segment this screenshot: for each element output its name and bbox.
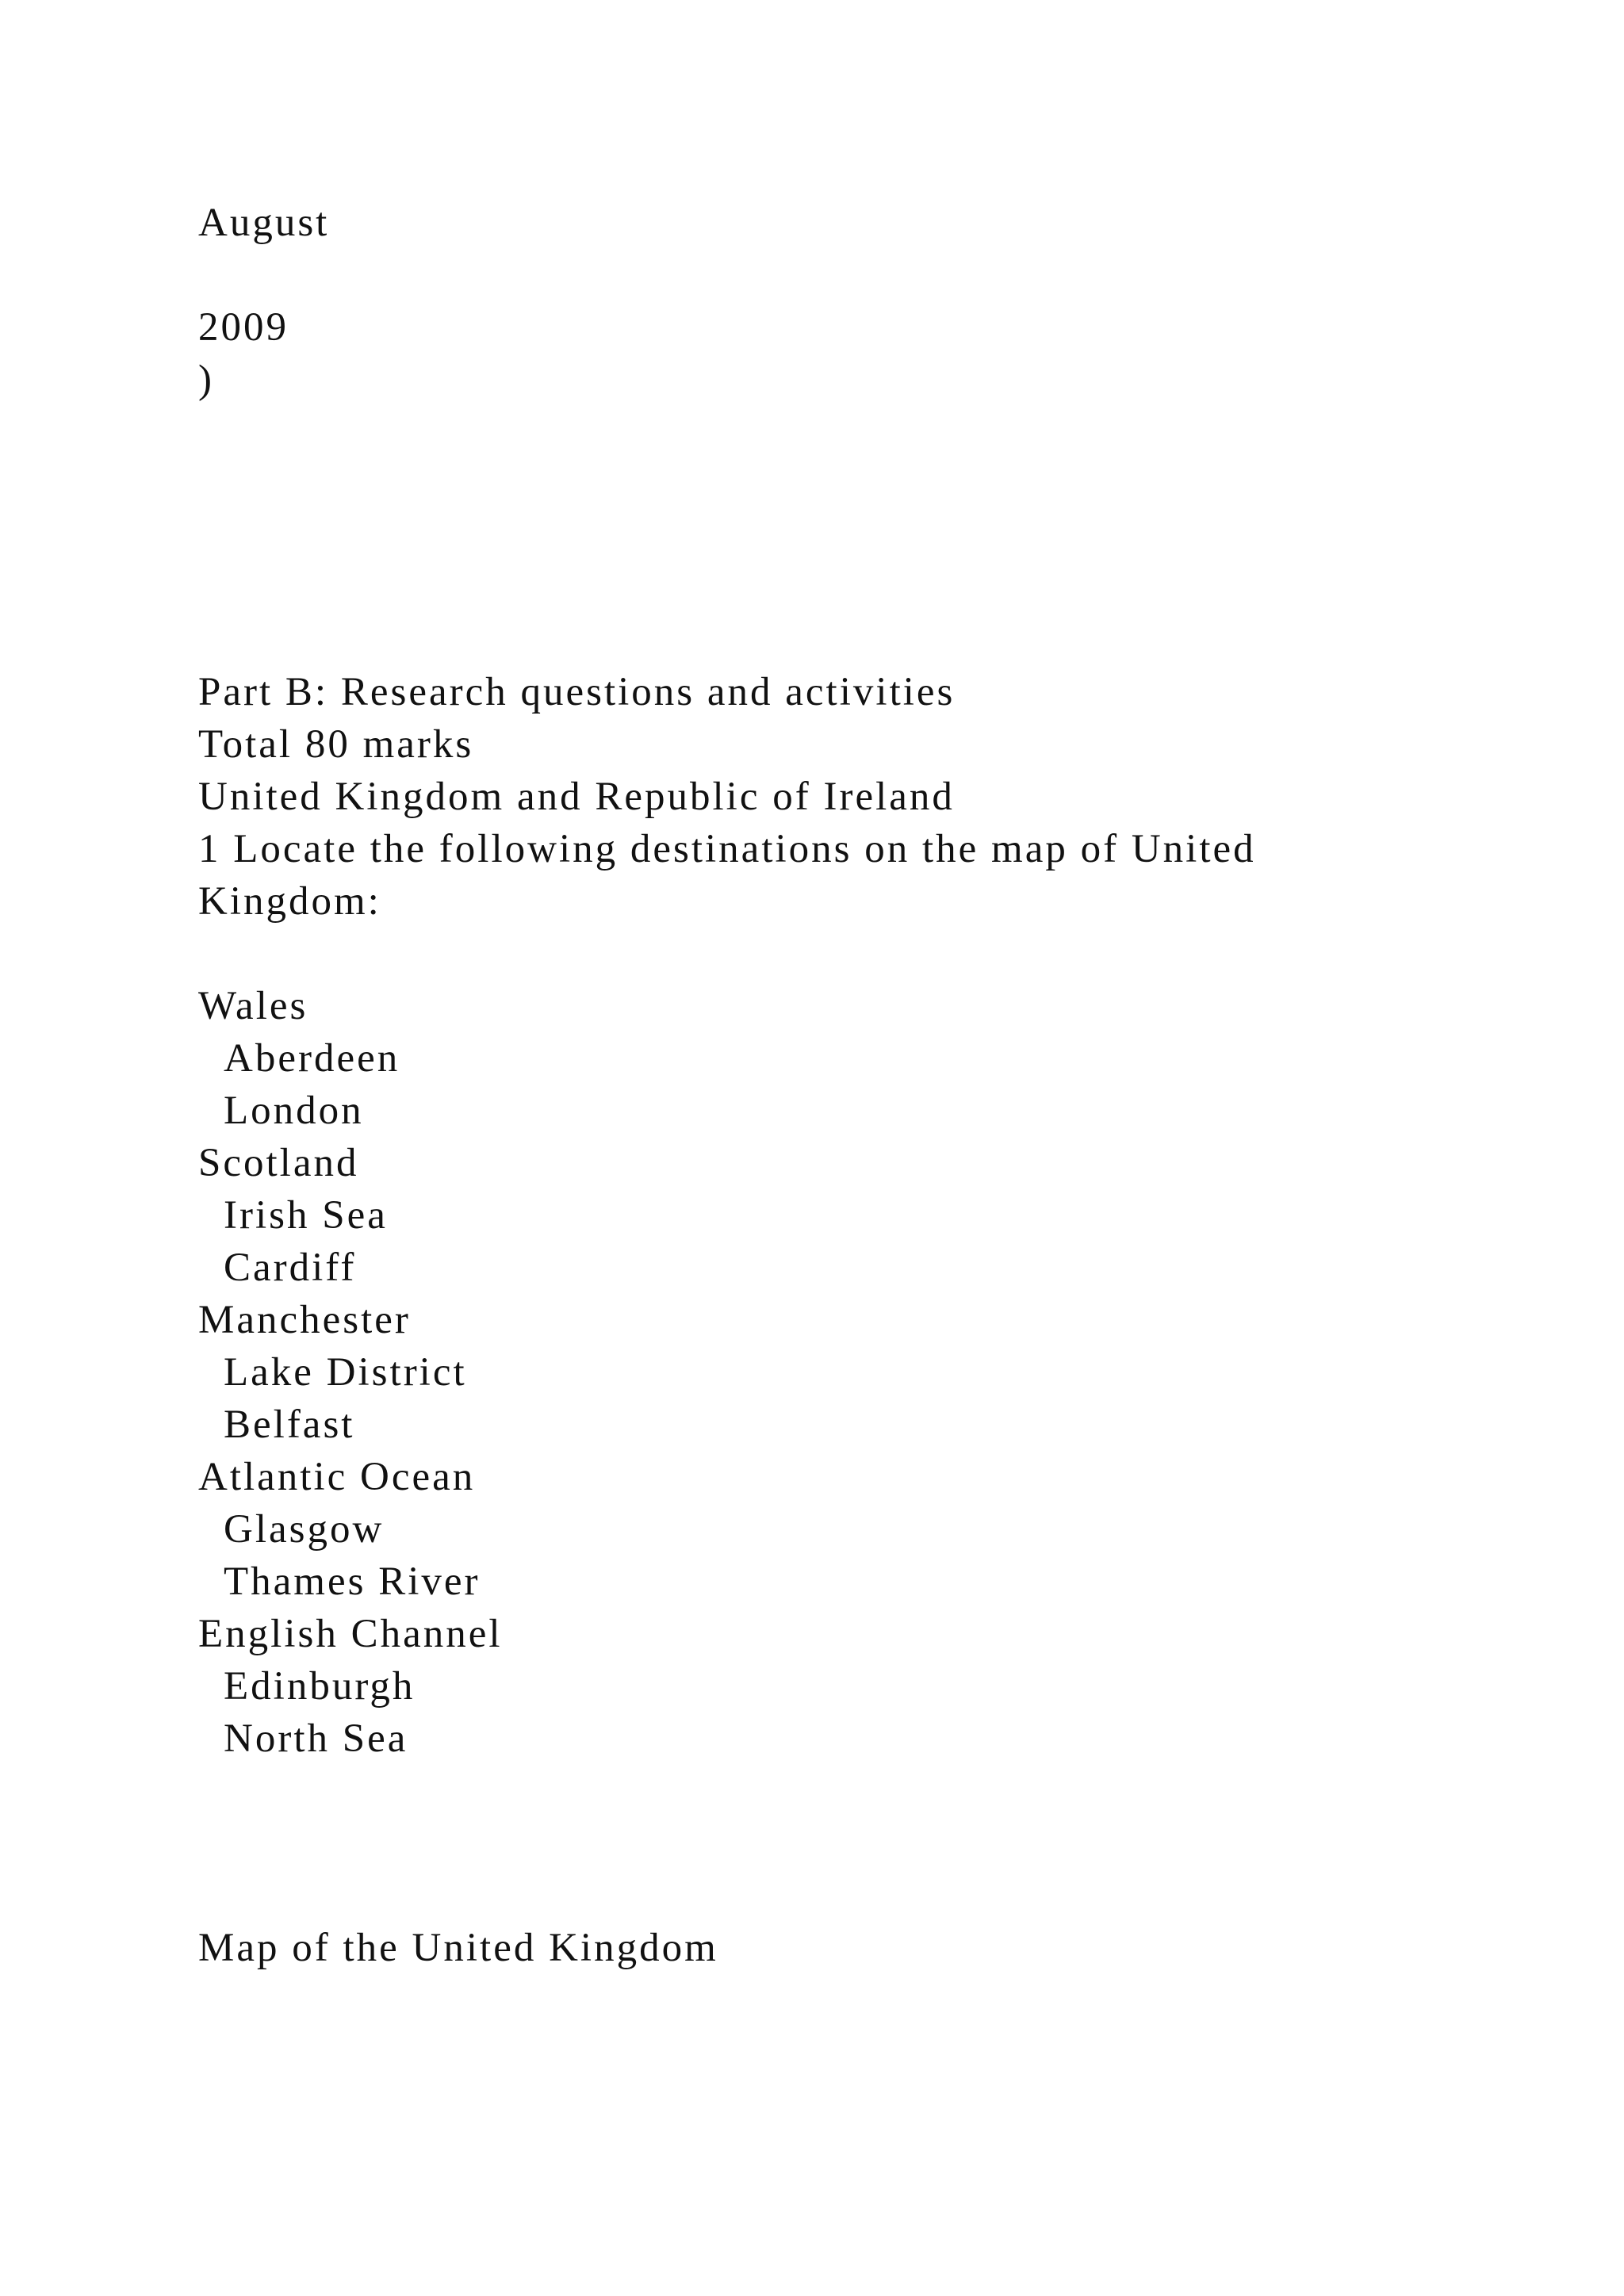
- part-heading: Part B: Research questions and activities: [198, 670, 956, 714]
- list-item: Aberdeen: [224, 1036, 400, 1081]
- header-month: August: [198, 201, 330, 245]
- list-item: Scotland: [198, 1141, 359, 1185]
- list-item: Edinburgh: [224, 1664, 416, 1709]
- list-item: Atlantic Ocean: [198, 1455, 476, 1499]
- question-text-line1: 1 Locate the following destinations on the map of United: [198, 827, 1256, 871]
- list-item: Irish Sea: [224, 1193, 388, 1238]
- list-item: North Sea: [224, 1716, 408, 1761]
- list-item: Belfast: [224, 1402, 355, 1447]
- list-item: Wales: [198, 984, 308, 1028]
- list-item: Manchester: [198, 1298, 411, 1342]
- header-paren: ): [198, 358, 214, 402]
- total-marks: Total 80 marks: [198, 722, 474, 767]
- header-year: 2009: [198, 305, 289, 350]
- list-item: Lake District: [224, 1350, 467, 1395]
- list-item: Cardiff: [224, 1246, 357, 1290]
- list-item: London: [224, 1089, 364, 1133]
- region-heading: United Kingdom and Republic of Ireland: [198, 775, 955, 819]
- list-item: English Channel: [198, 1612, 503, 1656]
- list-item: Thames River: [224, 1559, 481, 1604]
- question-text-line2: Kingdom:: [198, 879, 381, 924]
- map-caption: Map of the United Kingdom: [198, 1926, 718, 1970]
- list-item: Glasgow: [224, 1507, 385, 1552]
